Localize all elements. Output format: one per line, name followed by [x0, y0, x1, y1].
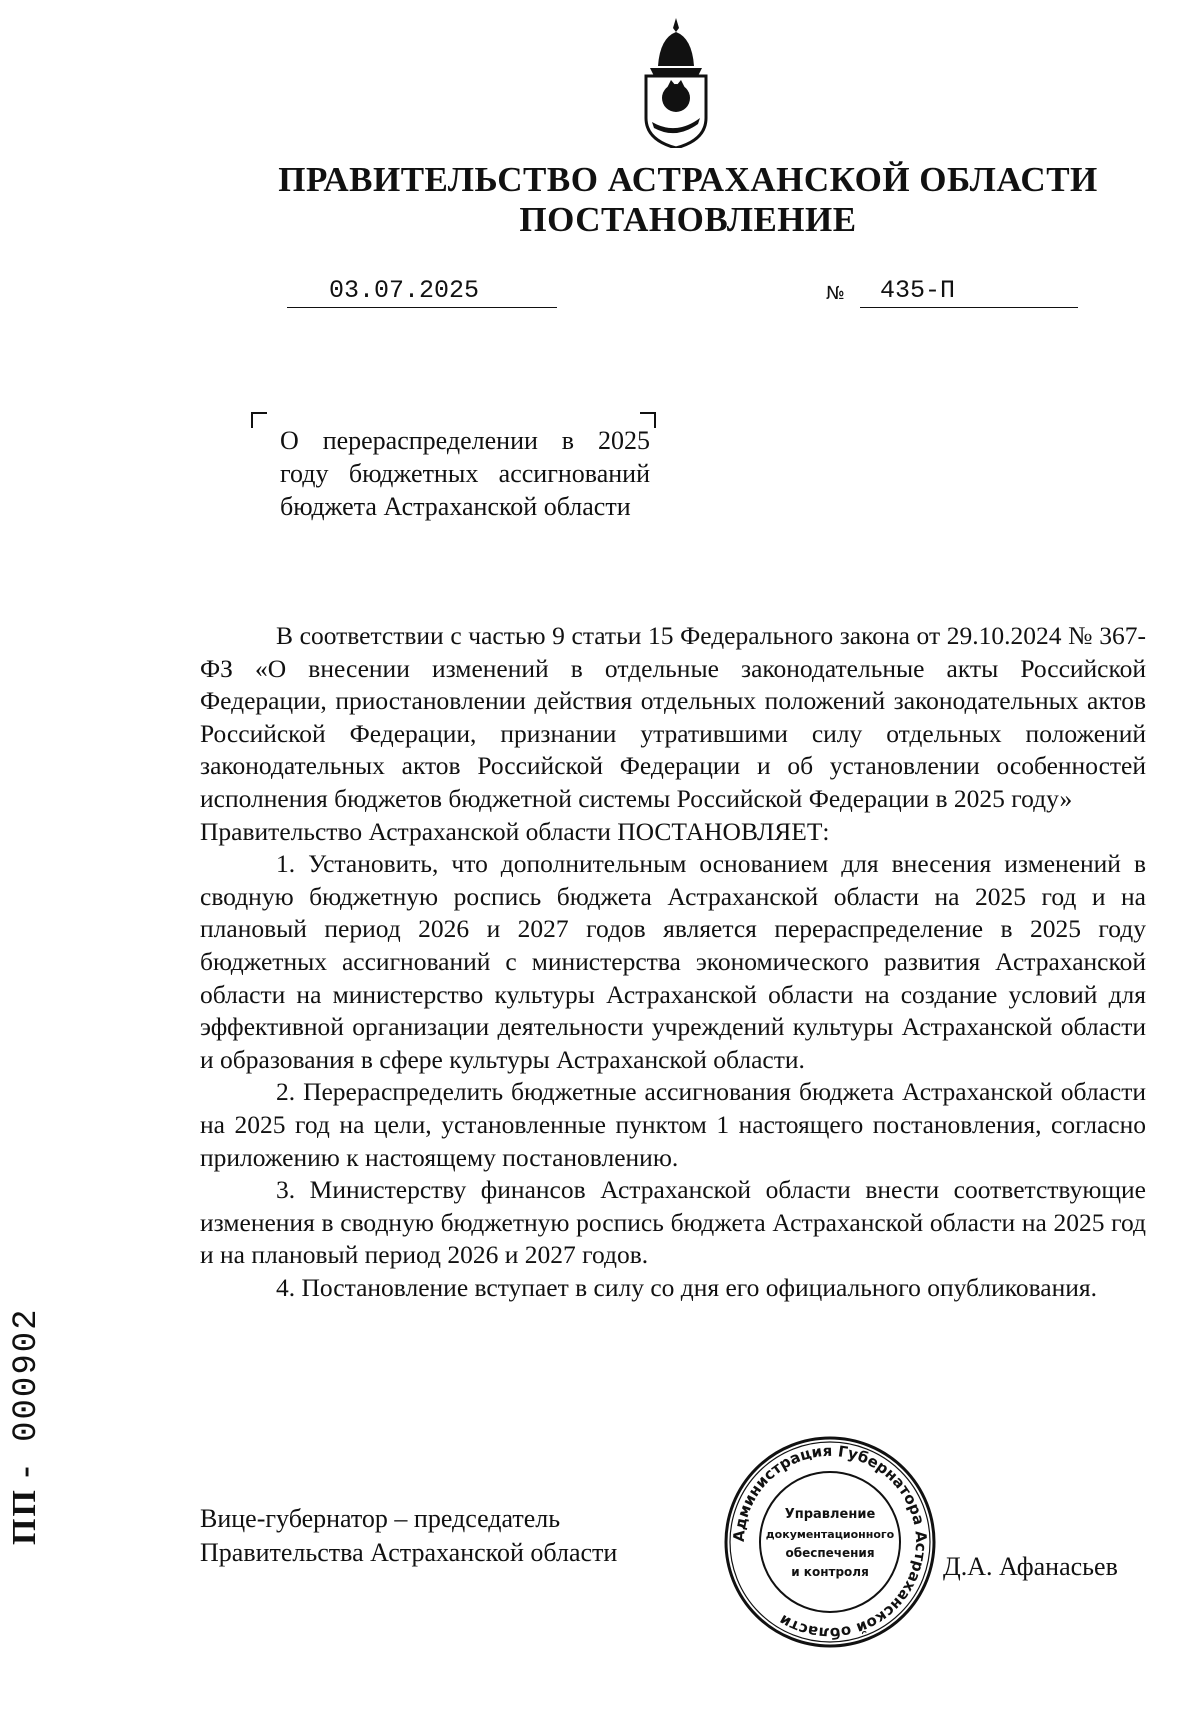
authority-title: ПРАВИТЕЛЬСТВО АСТРАХАНСКОЙ ОБЛАСТИ [278, 160, 1098, 199]
item-3: 3. Министерству финансов Астраханской области внести соответствующие изменения в сводную бюджетную роспись бюджета Астраханской области на 2025 год и на плановый период 2026 и 2027 годов. [200, 1175, 1146, 1270]
signatory-position-line2: Правительства Астраханской области [200, 1538, 618, 1567]
item-1: 1. Установить, что дополнительным основанием для внесения изменений в сводную бюджетную роспись бюджета Астраханской области на 2025 год и на плановый период 2026 и 2027 годов является перераспределение в 2025 году бюджетных ассигнований с министерства экономического развития Астраханской области на министерство культуры Астраханской области на создание условий для эффективной организации деятельности учреждений культуры Астраханской области и образования в сфере культуры Астраханской области. [200, 849, 1146, 1074]
side-mark-prefix: ПП - [6, 1464, 43, 1545]
side-mark-code: 000902 [8, 1307, 46, 1442]
stamp-inner-line1: Управление [784, 1507, 876, 1522]
side-registration-mark [6, 1307, 46, 1545]
signatory-position-line1: Вице-губернатор – председатель [200, 1504, 561, 1533]
number-sign: № [826, 283, 845, 304]
document-type: ПОСТАНОВЛЕНИЕ [519, 200, 857, 239]
coat-of-arms-icon [636, 18, 716, 148]
document-subject: О перераспределении в 2025 году бюджетных ассигнований бюджета Астраханской области [280, 426, 650, 521]
document-body [200, 620, 1146, 1304]
subject-bracket-left [251, 412, 267, 428]
signatory-name: Д.А. Афанасьев [943, 1552, 1118, 1581]
item-2: 2. Перераспределить бюджетные ассигнования бюджета Астраханской области на 2025 год на цели, установленные пунктом 1 настоящего постановления, согласно приложению к настоящему постановлению. [200, 1077, 1146, 1172]
stamp-inner-line2: документационного [765, 1528, 895, 1541]
stamp-outer-text: Администрация Губернатора Астраханской области [729, 1441, 931, 1643]
signatory-position [200, 1502, 617, 1570]
preamble-paragraph: В соответствии с частью 9 статьи 15 Федерального закона от 29.10.2024 № 367-ФЗ «О внесении изменений в отдельные законодательные акты Российской Федерации, приостановлении действия отдельных положений законодательных актов Российской Федерации, признании утратившими силу отдельных положений законодательных актов Российской Федерации и об установлении особенностей исполнения бюджетов бюджетной системы Российской Федерации в 2025 году» [200, 621, 1146, 813]
item-4: 4. Постановление вступает в силу со дня его официального опубликования. [276, 1272, 1097, 1302]
document-number-field [860, 276, 1078, 308]
document-date: 03.07.2025 [329, 276, 480, 305]
resolves-line: Правительство Астраханской области ПОСТАНОВЛЯЕТ: [200, 816, 830, 846]
document-date-field [287, 276, 557, 308]
official-stamp [722, 1434, 938, 1650]
document-number: 435-П [880, 276, 956, 305]
stamp-inner-line3: обеспечения [785, 1546, 875, 1560]
stamp-inner-line4: и контроля [791, 1565, 869, 1579]
